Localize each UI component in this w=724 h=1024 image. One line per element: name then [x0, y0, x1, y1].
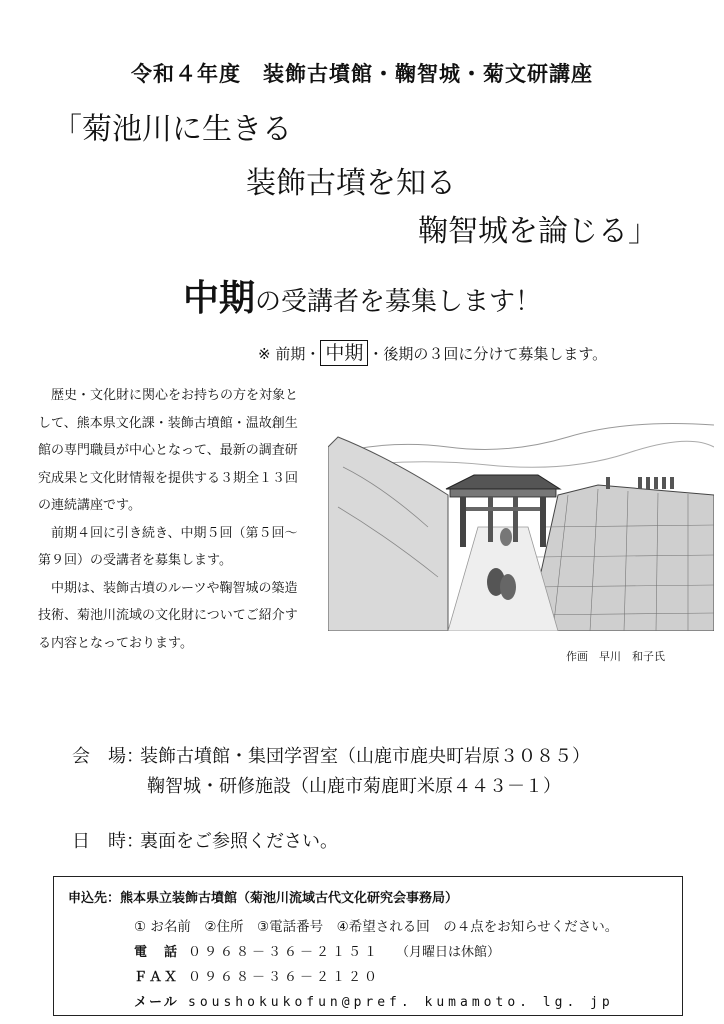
note-suffix: ・後期の３回に分けて募集します。 — [368, 345, 608, 363]
headline-emphasis: 中期 — [182, 278, 255, 319]
phone-note: （月曜日は休館） — [396, 945, 501, 960]
note-boxed-term: 中期 — [320, 340, 368, 366]
description-paragraph-3: 中期は、装飾古墳のルーツや鞠智城の築造技術、菊池川流域の文化財についてご紹介する内容となっております。 — [38, 580, 298, 651]
fax-number: ０９６８－３６－２１２０ — [188, 970, 381, 985]
contact-header: 申込先：熊本県立装飾古墳館（菊池川流域古代文化研究会事務局） — [68, 891, 459, 906]
contact-required-items: ① お名前 ②住所 ③電話番号 ④希望される回 の４点をお知らせください。 — [134, 919, 619, 935]
contact-phone-row — [134, 941, 500, 960]
castle-gate-illustration — [328, 377, 714, 631]
venue-line-1: 装飾古墳館・集団学習室（山鹿市鹿央町岩原３０８５） — [140, 746, 590, 767]
title-line-3: 鞠智城を論じる」 — [418, 214, 658, 249]
description — [38, 382, 302, 657]
datetime-row — [72, 827, 338, 853]
headline — [0, 270, 724, 321]
page-subtitle: 令和４年度 装飾古墳館・鞠智城・菊文研講座 — [131, 62, 593, 86]
contact-mail-row — [134, 991, 614, 1010]
fax-label: ＦＡＸ — [134, 970, 180, 985]
contact-fax-row — [134, 966, 380, 985]
datetime-text: 裏面をご参照ください。 — [140, 831, 338, 852]
phone-label: 電 話 — [134, 945, 180, 960]
mail-label: メール — [134, 995, 179, 1010]
phone-number[interactable]: ０９６８－３６－２１５１ — [188, 945, 381, 960]
note-prefix: ※ 前期・ — [258, 345, 321, 363]
venue-label: 会 場： — [72, 746, 144, 767]
headline-rest: の受講者を募集します！ — [255, 287, 542, 317]
contact-box — [53, 876, 683, 1016]
datetime-label: 日 時： — [72, 831, 144, 852]
venue-row — [72, 742, 590, 768]
description-paragraph-1: 歴史・文化財に関心をお持ちの方を対象として、熊本県文化課・装飾古墳館・温故創生館の専門職員が中心となって、最新の調査研究成果と文化財情報を提供する３期全１３回の連続講座です。 — [38, 388, 299, 513]
session-note — [258, 340, 607, 366]
illustration-credit: 作画 早川 和子氏 — [566, 650, 665, 663]
title-line-2: 装飾古墳を知る — [246, 166, 456, 201]
venue-line-2: 鞠智城・研修施設（山鹿市菊鹿町米原４４３－１） — [147, 776, 561, 797]
title-line-1: 「菊池川に生きる — [52, 112, 292, 147]
description-paragraph-2: 前期４回に引き続き、中期５回（第５回～第９回）の受講者を募集します。 — [38, 525, 298, 568]
mail-address[interactable]: soushokukofun@pref. kumamoto. lg. jp — [188, 995, 614, 1010]
